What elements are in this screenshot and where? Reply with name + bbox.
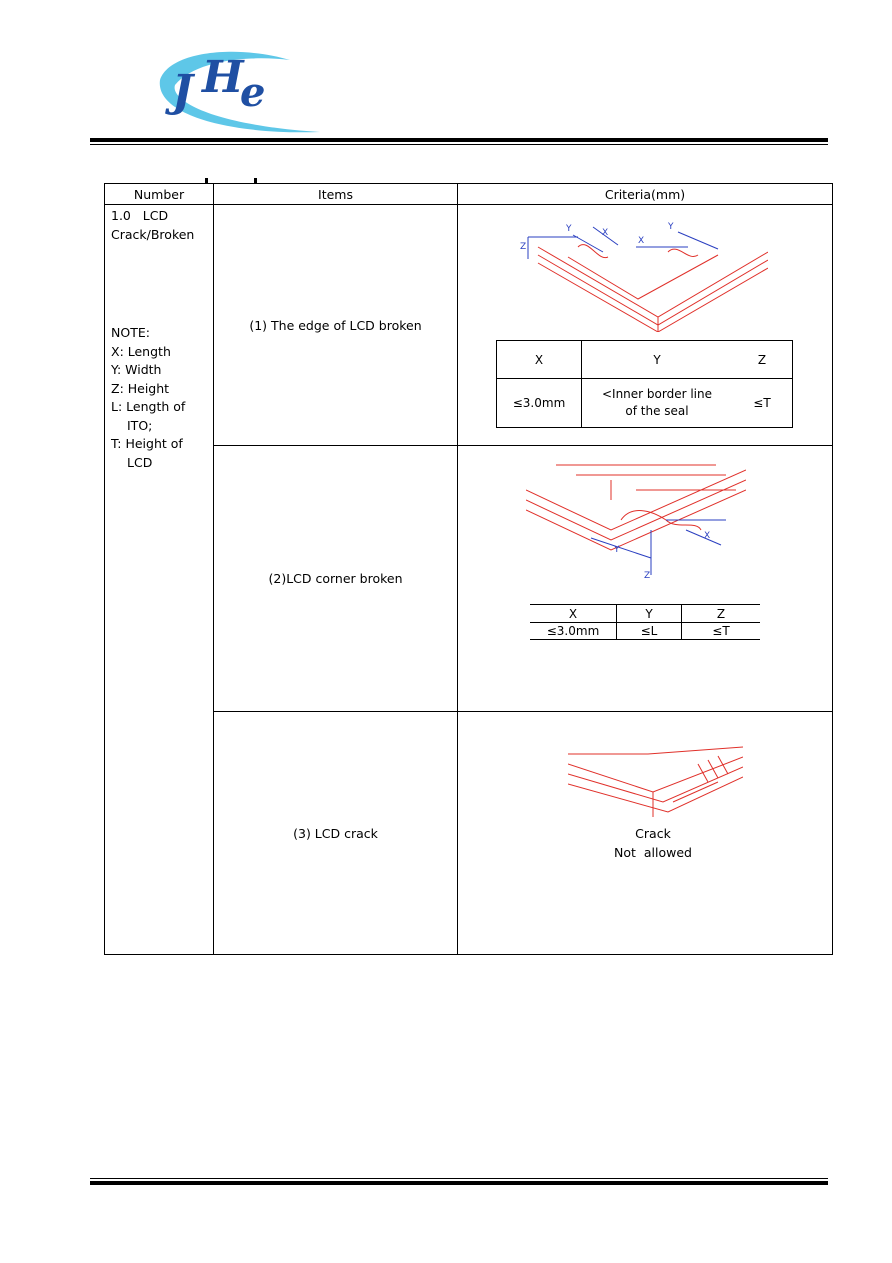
sub-value: ≤3.0mm — [530, 623, 617, 640]
crack-diagram — [568, 742, 743, 837]
dim-label-x: X — [638, 236, 645, 246]
crack-criteria-text — [598, 824, 708, 862]
header-items: Items — [214, 184, 458, 205]
sub-header: Y — [617, 605, 682, 623]
sub-header: X — [497, 341, 582, 379]
criteria-corner-broken — [458, 446, 833, 712]
header-criteria: Criteria(mm) — [458, 184, 833, 205]
header-rule — [90, 138, 828, 142]
inspection-criteria-table — [104, 183, 833, 955]
table-row — [105, 712, 833, 955]
dim-label-y: Y — [614, 545, 620, 555]
sub-header: Z — [732, 341, 793, 379]
header-rule-thin — [90, 144, 828, 145]
criteria-edge-broken — [458, 205, 833, 446]
sub-header: Z — [682, 605, 761, 623]
item-edge-broken: (1) The edge of LCD broken — [214, 205, 458, 446]
note-line: T: Height of — [111, 436, 183, 451]
note-line: X: Length — [111, 343, 171, 359]
dim-label-x: X — [602, 228, 609, 238]
dim-label-z: Z — [644, 571, 651, 581]
corner-criteria-subtable — [530, 604, 760, 640]
dim-label-y: Y — [668, 222, 674, 232]
sub-header: Y — [582, 341, 733, 379]
sub-value-multiline — [582, 379, 733, 428]
jhe-logo-icon — [140, 40, 330, 140]
dim-label-y: Y — [566, 224, 572, 234]
dim-label-z: Z — [520, 242, 527, 252]
footer-rule — [90, 1181, 828, 1185]
sub-value: ≤L — [617, 623, 682, 640]
table-header-row — [105, 184, 833, 205]
dim-label-x: X — [704, 531, 711, 541]
not-allowed-label: Not allowed — [614, 845, 692, 860]
edge-broken-diagram — [518, 217, 768, 332]
sub-value: ≤T — [682, 623, 761, 640]
note-line: ITO; — [127, 417, 153, 433]
item-lcd-crack: (3) LCD crack — [214, 712, 458, 955]
table-row — [105, 205, 833, 446]
edge-criteria-subtable — [496, 340, 793, 428]
svg-text:e: e — [240, 69, 266, 116]
sub-value: ≤3.0mm — [497, 379, 582, 428]
sub-value: ≤T — [732, 379, 793, 428]
number-cell — [105, 205, 214, 955]
table-row — [105, 446, 833, 712]
note-line: L: Length of — [111, 399, 186, 414]
sub-value: of the seal — [625, 404, 689, 418]
number-label: 1.0 LCD — [111, 208, 169, 223]
item-corner-broken: (2)LCD corner broken — [214, 446, 458, 712]
header-number: Number — [105, 184, 214, 205]
category-label: Crack/Broken — [111, 226, 195, 242]
footer-rule-thin — [90, 1178, 828, 1179]
note-line: LCD — [127, 454, 153, 470]
svg-text:J: J — [172, 66, 193, 117]
corner-broken-diagram — [526, 460, 746, 585]
svg-text:H: H — [202, 52, 244, 103]
note-title: NOTE: — [111, 325, 150, 340]
crack-label: Crack — [635, 826, 671, 841]
sub-header: X — [530, 605, 617, 623]
note-line: Z: Height — [111, 380, 170, 396]
note-line: Y: Width — [111, 362, 162, 377]
sub-value: <Inner border line — [601, 387, 713, 401]
criteria-lcd-crack — [458, 712, 833, 955]
